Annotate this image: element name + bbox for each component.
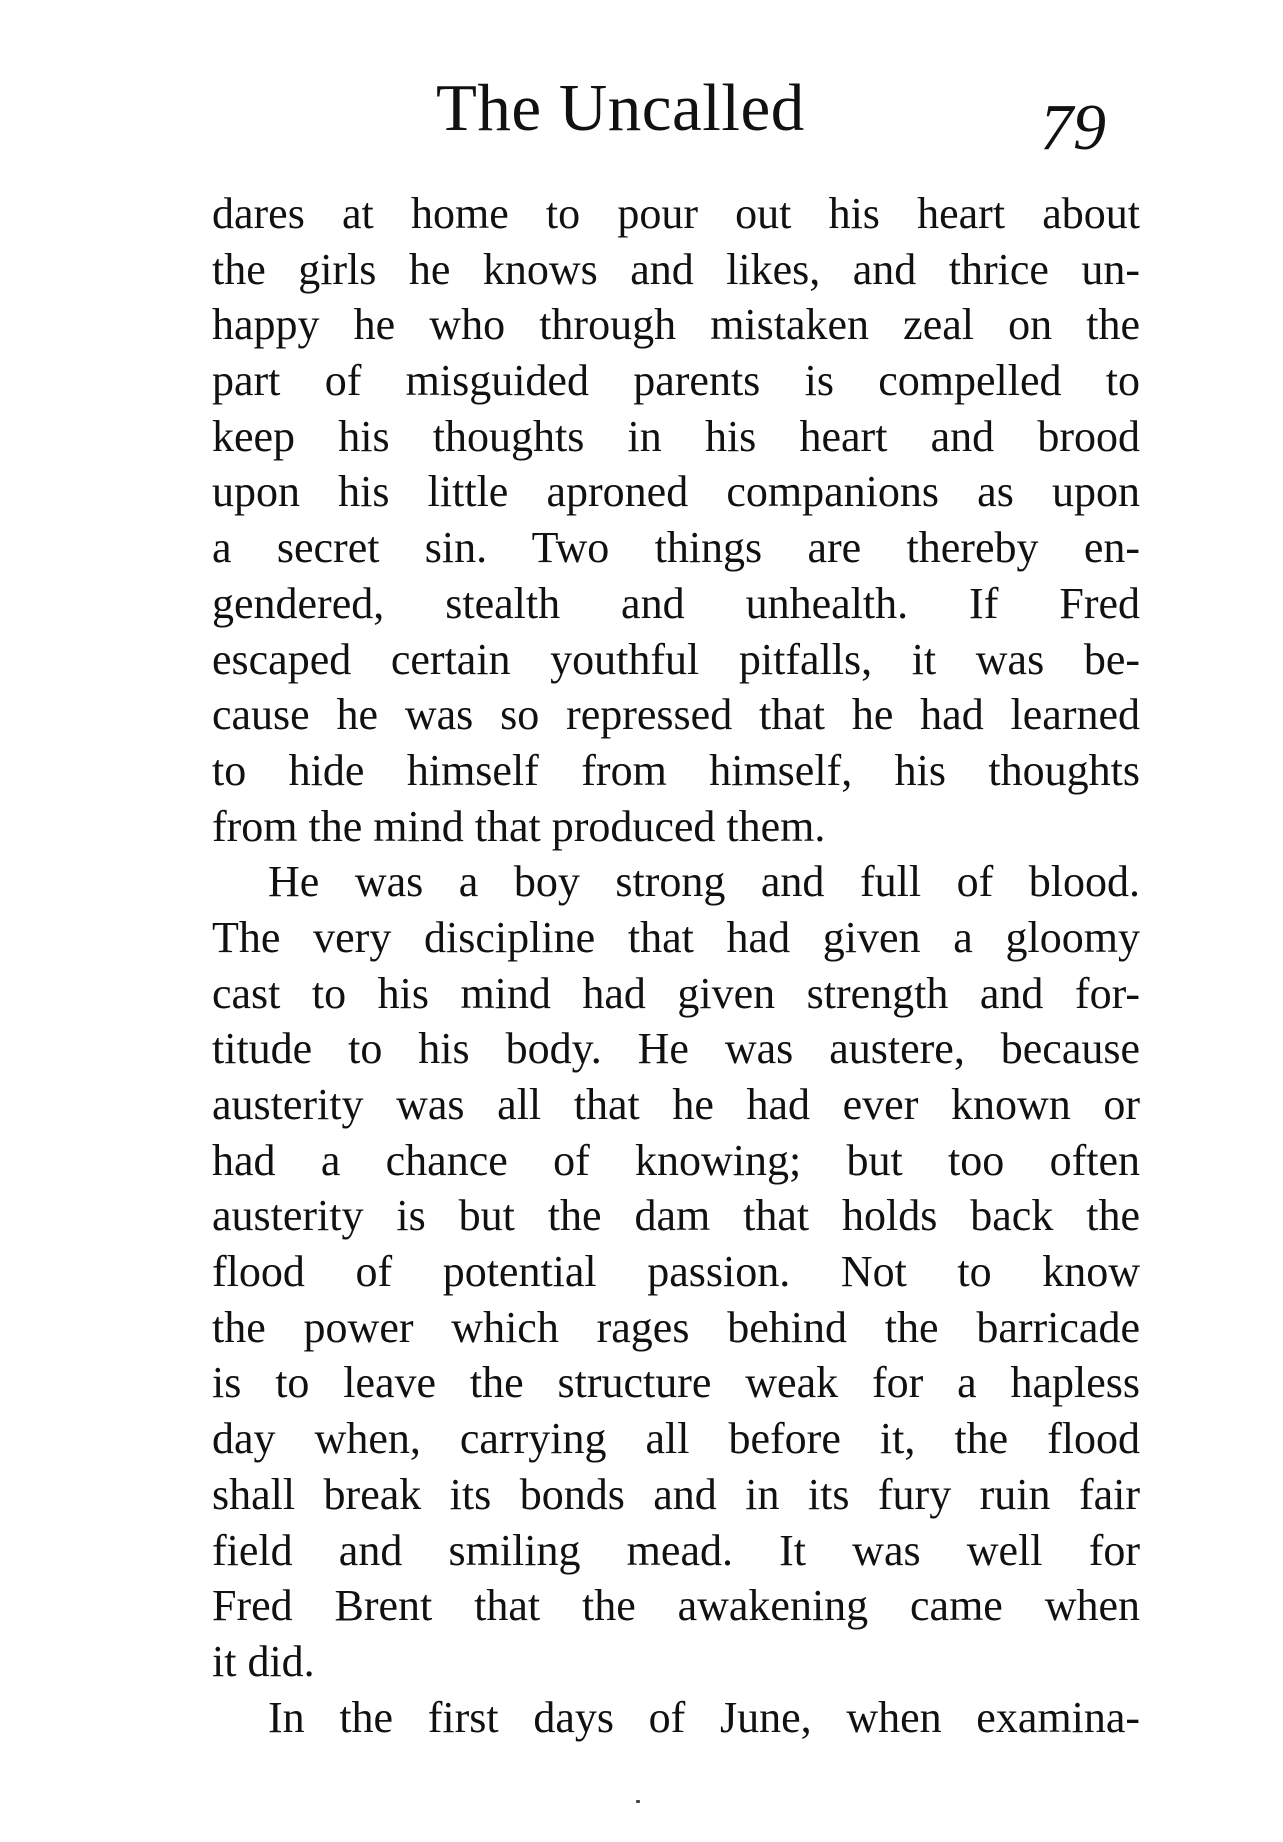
text-line: gendered, stealth and unhealth. If Fred <box>212 578 1140 628</box>
text-line: cast to his mind had given strength and for- <box>212 968 1140 1018</box>
scan-speck <box>636 1800 640 1803</box>
text-line: austerity is but the dam that holds back the <box>212 1191 1140 1241</box>
text-line: it did. <box>212 1636 315 1686</box>
text-line: day when, carrying all before it, the flood <box>212 1414 1140 1464</box>
text-line: keep his thoughts in his heart and brood <box>212 411 1140 461</box>
text-line: from the mind that produced them. <box>212 801 826 851</box>
text-line: had a chance of knowing; but too often <box>212 1135 1140 1185</box>
text-line: the girls he knows and likes, and thrice un- <box>212 244 1140 294</box>
text-line: is to leave the structure weak for a hapless <box>212 1358 1140 1408</box>
text-line: escaped certain youthful pitfalls, it was be- <box>212 634 1140 684</box>
text-line: the power which rages behind the barricade <box>212 1302 1140 1352</box>
text-line: austerity was all that he had ever known or <box>212 1080 1140 1129</box>
text-line: titude to his body. He was austere, because <box>212 1024 1140 1074</box>
running-title: The Uncalled <box>436 71 805 145</box>
text-line: dares at home to pour out his heart about <box>212 189 1140 238</box>
text-line: cause he was so repressed that he had learned <box>212 690 1140 740</box>
text-line: He was a boy strong and full of blood. <box>268 857 1140 907</box>
text-line: flood of potential passion. Not to know <box>212 1247 1140 1297</box>
text-line: upon his little aproned companions as upon <box>212 467 1140 517</box>
text-line: shall break its bonds and in its fury ruin fair <box>212 1469 1140 1519</box>
text-line: field and smiling mead. It was well for <box>212 1525 1140 1575</box>
text-line: The very discipline that had given a gloomy <box>212 912 1140 962</box>
page-number: 79 <box>1040 91 1106 164</box>
text-line: to hide himself from himself, his thoughts <box>212 745 1140 795</box>
body-text <box>212 186 1140 1745</box>
text-line: a secret sin. Two things are thereby en- <box>212 523 1140 573</box>
text-line: Fred Brent that the awakening came when <box>212 1581 1140 1631</box>
text-line: part of misguided parents is compelled to <box>212 356 1140 406</box>
text-line: In the first days of June, when examina- <box>268 1692 1140 1742</box>
text-line: happy he who through mistaken zeal on the <box>212 300 1140 350</box>
